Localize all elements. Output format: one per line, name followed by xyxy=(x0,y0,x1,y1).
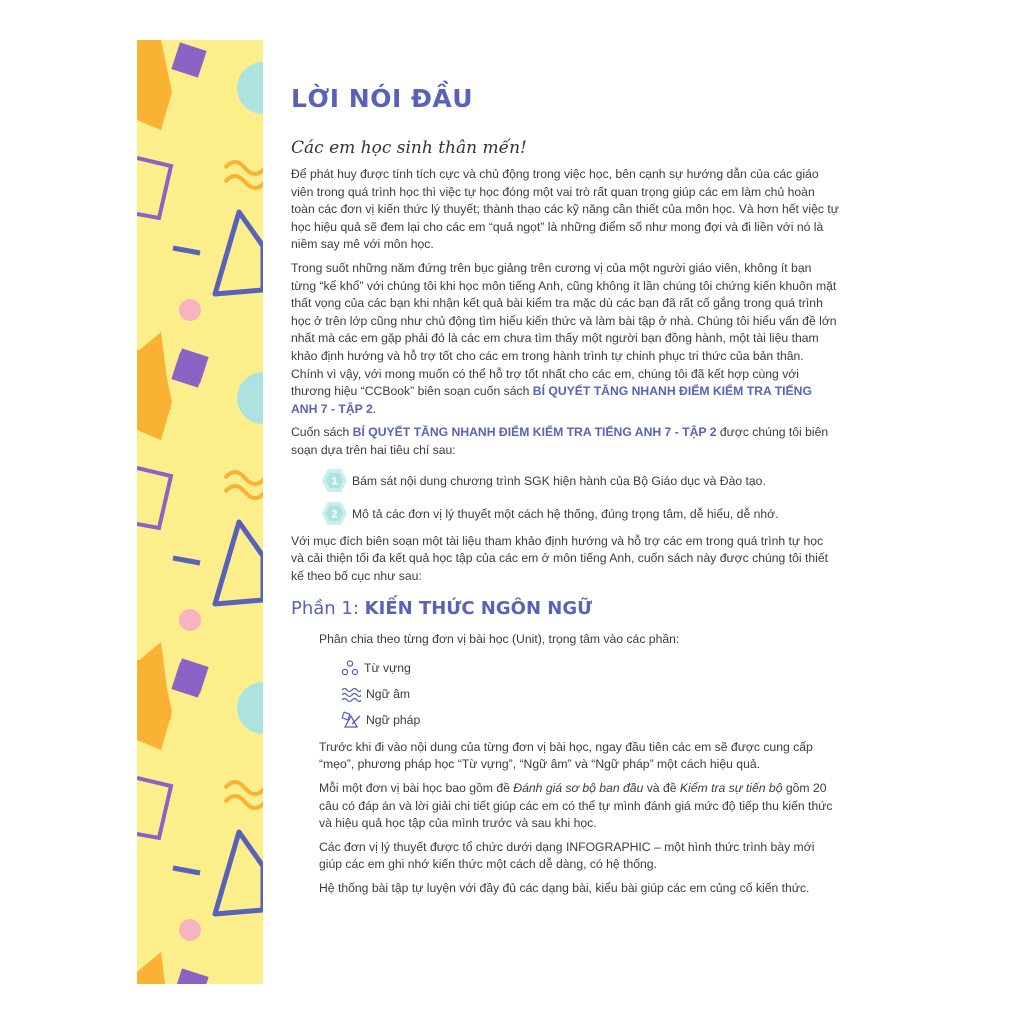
preface-content xyxy=(291,76,839,904)
topic-label: Ngữ âm xyxy=(366,686,411,701)
book-title-highlight: BÍ QUYẾT TĂNG NHANH ĐIỂM KIỂM TRA TIẾNG ANH 7 - TẬP 2 xyxy=(291,384,812,416)
paragraph-text: và đề xyxy=(643,781,680,796)
section-body xyxy=(319,631,839,897)
paragraph-layout-intro: Với mục đích biên soạn một tài liệu tham khảo định hướng và hỗ trợ các em trong quá trình tự học và cải thiện tối đa kết quả học tập của các em ở môn tiếng Anh, cuốn sách này được chúng tôi thiết kế theo bố cục như sau: xyxy=(291,533,829,583)
page-title: LỜI NÓI ĐẦU xyxy=(291,84,474,113)
part-label: Phần 1: xyxy=(291,598,365,620)
topic-item xyxy=(341,655,839,681)
geometric-pattern-illustration xyxy=(137,40,263,984)
criteria-text: Mô tả các đơn vị lý thuyết một cách hệ thống, đúng trọng tâm, dễ hiểu, dễ nhớ. xyxy=(352,506,779,521)
paragraph-criteria-intro xyxy=(291,424,839,459)
book-title-highlight: BÍ QUYẾT TĂNG NHANH ĐIỂM KIỂM TRA TIẾNG ANH 7 - TẬP 2 xyxy=(352,425,717,440)
test-name-progress: Kiểm tra sự tiến bộ xyxy=(679,781,783,796)
decorative-side-strip xyxy=(137,40,263,984)
paragraph-text-end: được chúng tôi biên soạn dựa trên hai tiêu chí sau: xyxy=(291,425,829,457)
topic-item xyxy=(341,681,839,707)
hexagon-number-icon xyxy=(321,500,348,527)
test-name-initial: Đánh giá sơ bộ ban đầu xyxy=(513,781,644,796)
paragraph-teacher-story xyxy=(291,260,839,418)
criteria-item xyxy=(321,499,839,529)
criteria-text: Bám sát nội dung chương trình SGK hiện hành của Bộ Giáo dục và Đào tạo. xyxy=(352,473,766,488)
grammar-icon xyxy=(341,711,361,729)
topic-list xyxy=(341,655,839,733)
criteria-list xyxy=(321,466,839,529)
section-heading xyxy=(291,595,839,623)
criteria-number: 1 xyxy=(331,475,338,488)
paragraph-tests xyxy=(319,780,839,833)
greeting: Các em học sinh thân mến! xyxy=(291,138,527,158)
paragraph-tips: Trước khi đi vào nội dung của từng đơn vị bài học, ngay đầu tiên các em sẽ được cung cấp “mẹo”, phương pháp học “Từ vựng”, “Ngữ âm” và “Ngữ pháp” một cách hiệu quả. xyxy=(319,739,813,772)
part-title: KIẾN THỨC NGÔN NGỮ xyxy=(364,598,593,620)
topic-label: Ngữ pháp xyxy=(366,712,421,727)
paragraph-text: Trong suốt những năm đứng trên bục giảng trên cương vị của một người giáo viên, không ít bạn từng “kể khổ” với chúng tôi khi học môn tiếng Anh, cũng không ít lần chúng tôi chứng kiến khuôn mặt thất vọng của các bạn khi nhận kết quả bài kiểm tra mặc dù các bạn đã rất cố gắng trong quá trình học ở trên lớp cũng như chủ động tìm hiểu kiến thức và làm bài tập ở nhà. Chúng tôi hiểu vấn đề lớn nhất mà các em gặp phải đó là các em chưa tìm thấy một người bạn đồng hành, một tài liệu tham khảo định hướng và hỗ trợ tốt cho các em trong hành trình tự chinh phục tri thức của bản thân. Chính vì vậy, với mong muốn có thể hỗ trợ tốt nhất cho các em, chúng tôi đã kết hợp cùng với thương hiệu “CCBook” biên soạn cuốn sách xyxy=(291,260,837,399)
topic-item xyxy=(341,707,839,733)
paragraph-text-end: . xyxy=(372,401,377,416)
topic-label: Từ vựng xyxy=(364,660,411,675)
vocabulary-icon xyxy=(341,659,359,677)
paragraph-exercises: Hệ thống bài tập tự luyện với đầy đủ các dạng bài, kiểu bài giúp các em củng cố kiến thức. xyxy=(319,881,810,896)
criteria-number: 2 xyxy=(331,508,338,521)
paragraph-text: Mỗi một đơn vị bài học bao gồm đề xyxy=(319,781,514,796)
section-intro: Phân chia theo từng đơn vị bài học (Unit), trọng tâm vào các phần: xyxy=(319,632,680,647)
paragraph-infographic: Các đơn vị lý thuyết được tổ chức dưới dạng INFOGRAPHIC – một hình thức trình bày mới giúp các em ghi nhớ kiến thức một cách dễ dàng, có hệ thống. xyxy=(319,839,815,872)
phonetics-icon xyxy=(341,685,361,703)
criteria-item xyxy=(321,466,839,496)
paragraph-text: gồm 20 câu có đáp án và lời giải chi tiết giúp các em có thể tự mình đánh giá mức độ tiếp thu kiến thức và hiệu quả học tập của mình trước và sau khi học. xyxy=(319,781,833,831)
hexagon-number-icon xyxy=(321,467,348,494)
paragraph-intro: Để phát huy được tính tích cực và chủ động trong việc học, bên cạnh sự hướng dẫn của các giáo viên trong quá trình học thì việc tự học đóng một vai trò rất quan trọng giúp các em làm chủ hoàn toàn các đơn vị kiến thức lý thuyết; thành thạo các kỹ năng cần thiết của môn học. Và hơn hết việc tự học hiệu quả sẽ đem lại cho các em “quả ngọt” là những điểm số như mong đợi và đi liền với nó là niềm say mê với môn học. xyxy=(291,167,839,252)
paragraph-text: Cuốn sách xyxy=(291,425,353,440)
